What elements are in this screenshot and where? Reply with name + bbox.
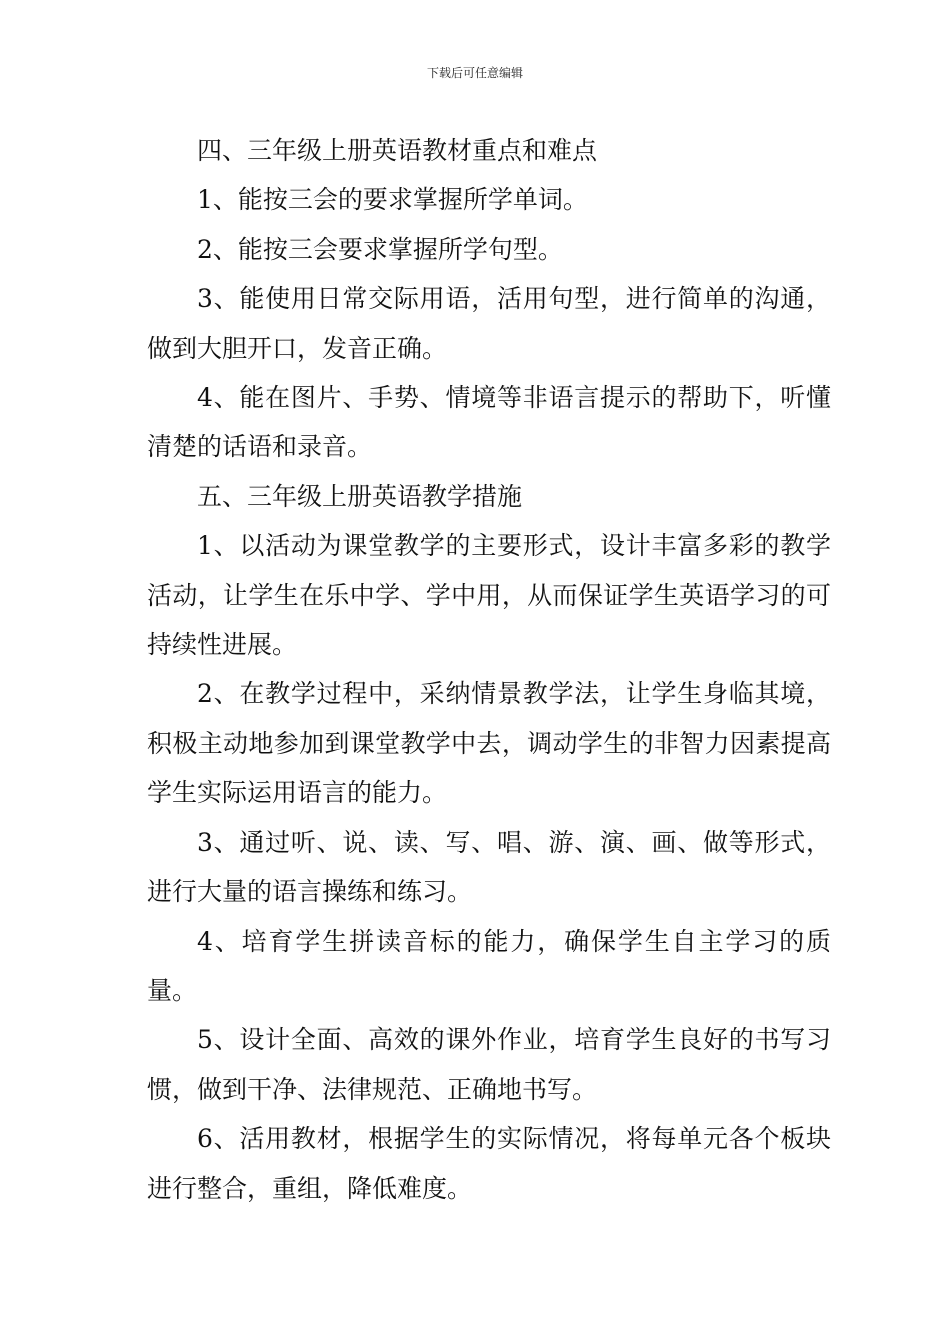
- paragraph: 3、能使用日常交际用语，活用句型，进行简单的沟通，做到大胆开口，发音正确。: [147, 284, 831, 363]
- paragraph: 1、以活动为课堂教学的主要形式，设计丰富多彩的教学活动，让学生在乐中学、学中用，从而保证学生英语学习的可持续性进展。: [147, 531, 831, 660]
- paragraph: 6、活用教材，根据学生的实际情况，将每单元各个板块进行整合，重组，降低难度。: [147, 1124, 831, 1203]
- paragraph: 2、能按三会要求掌握所学句型。: [197, 234, 563, 264]
- page-header: 下载后可任意编辑: [426, 66, 523, 80]
- section-heading-teaching-measures: 五、三年级上册英语教学措施: [197, 481, 523, 511]
- paragraph: 4、培育学生拼读音标的能力，确保学生自主学习的质量。: [147, 926, 831, 1005]
- section-heading-key-points: 四、三年级上册英语教材重点和难点: [197, 136, 598, 165]
- paragraph: 4、能在图片、手势、情境等非语言提示的帮助下，听懂清楚的话语和录音。: [147, 383, 831, 462]
- paragraph: 3、通过听、说、读、写、唱、游、演、画、做等形式，进行大量的语言操练和练习。: [147, 827, 831, 907]
- paragraph: 5、设计全面、高效的课外作业，培育学生良好的书写习惯，做到干净、法律规范、正确地书写。: [147, 1025, 831, 1104]
- document-body: [147, 126, 831, 1213]
- paragraph: 2、在教学过程中，采纳情景教学法，让学生身临其境，积极主动地参加到课堂教学中去，调动学生的非智力因素提高学生实际运用语言的能力。: [147, 679, 831, 808]
- paragraph: 1、能按三会的要求掌握所学单词。: [197, 185, 588, 215]
